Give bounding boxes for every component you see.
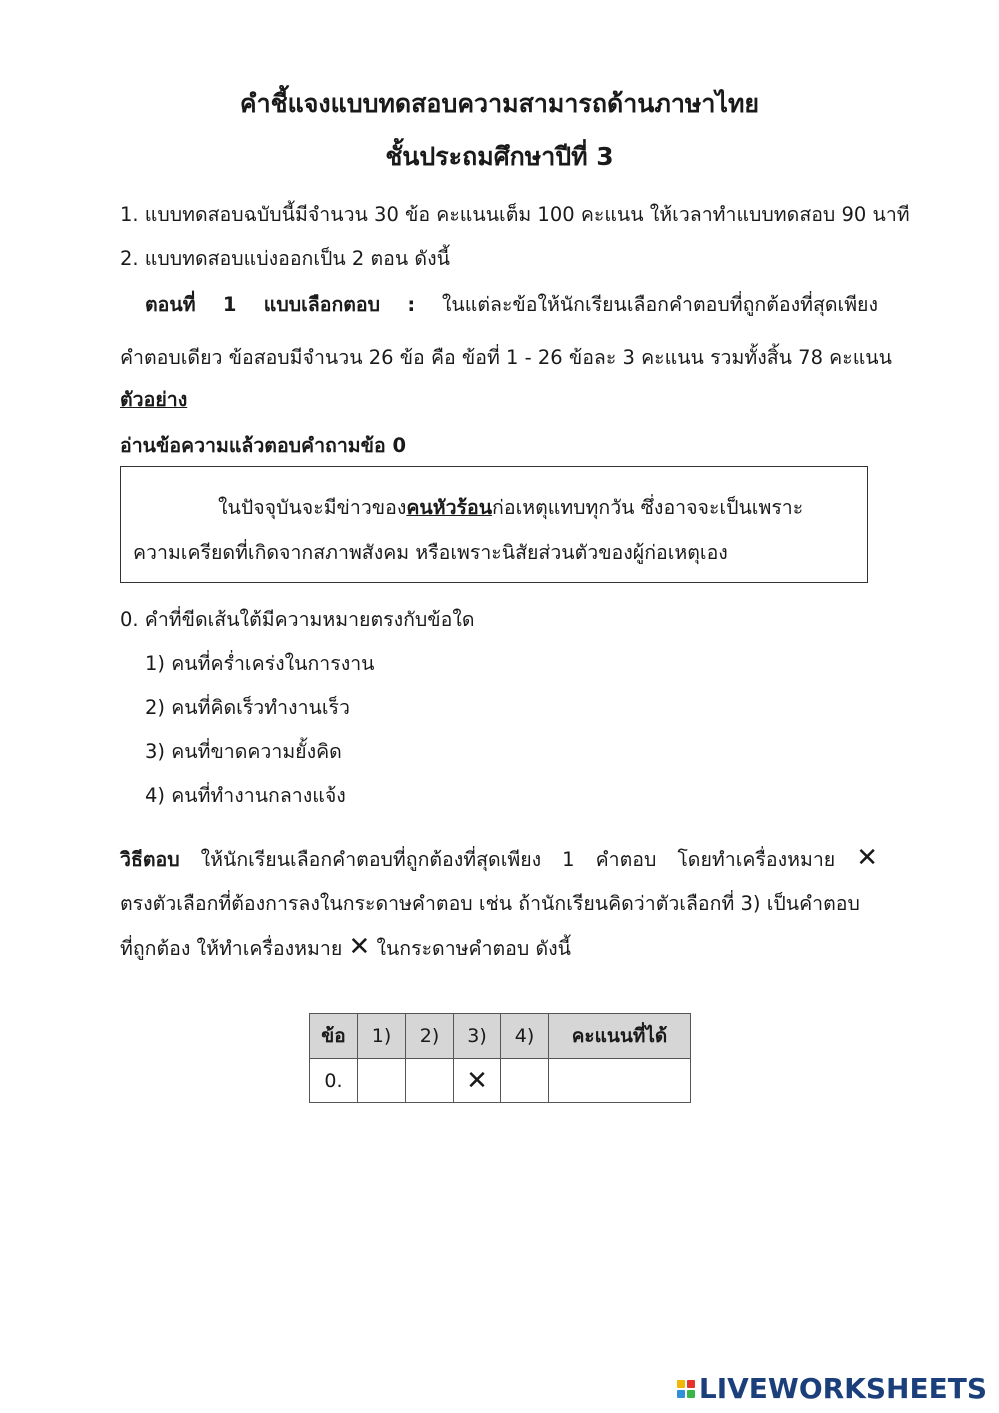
how-to-text-3a: ที่ถูกต้อง ให้ทำเครื่องหมาย [120,937,343,960]
choice-4: 4) คนที่ทำงานกลางแจ้ง [145,784,346,807]
passage-line-2: ความเครียดที่เกิดจากสภาพสังคม หรือเพราะนิสัยส่วนตัวของผู้ก่อเหตุเอง [133,541,728,564]
logo-icon [677,1380,695,1398]
how-to-text-1: ให้นักเรียนเลือกคำตอบที่ถูกต้องที่สุดเพียง 1 คำตอบ โดยทำเครื่องหมาย [200,848,836,871]
cell-item-number: 0. [310,1059,358,1103]
cell-choice-4[interactable] [501,1059,549,1103]
answer-table [309,1013,691,1103]
cell-choice-3[interactable]: ✕ [454,1059,501,1103]
passage-after: ก่อเหตุแทบทุกวัน ซึ่งอาจจะเป็นเพราะ [492,496,804,519]
how-to-text-3b: ในกระดาษคำตอบ ดังนี้ [376,937,571,960]
instruction-item-2: 2. แบบทดสอบแบ่งออกเป็น 2 ตอน ดังนี้ [120,247,450,270]
instruction-item-1: 1. แบบทดสอบฉบับนี้มีจำนวน 30 ข้อ คะแนนเต็ม 100 คะแนน ให้เวลาทำแบบทดสอบ 90 นาที [120,203,910,226]
header-score: คะแนนที่ได้ [549,1014,691,1059]
how-to-line-1 [120,843,878,875]
how-to-line-2: ตรงตัวเลือกที่ต้องการลงในกระดาษคำตอบ เช่น ถ้านักเรียนคิดว่าตัวเลือกที่ 3) เป็นคำตอบ [120,892,860,915]
how-to-label: วิธีตอบ [120,848,180,871]
brand-name: LIVEWORKSHEETS [698,1372,987,1405]
passage-line-1 [218,492,803,523]
logo-square [677,1390,685,1398]
passage-before: ในปัจจุบันจะมีข่าวของ [218,496,407,519]
example-question: 0. คำที่ขีดเส้นใต้มีความหมายตรงกับข้อใด [120,608,475,631]
cross-mark-icon: ✕ [856,843,879,873]
cell-choice-1[interactable] [358,1059,406,1103]
example-heading: ตัวอย่าง [120,388,188,411]
logo-square [677,1380,685,1388]
part1-text: ในแต่ละข้อให้นักเรียนเลือกคำตอบที่ถูกต้องที่สุดเพียง [441,293,878,316]
how-to-line-3 [120,932,571,964]
cell-score [549,1059,691,1103]
title-line-2: ชั้นประถมศึกษาปีที่ 3 [385,142,614,171]
choice-1: 1) คนที่คร่ำเคร่งในการงาน [145,652,375,675]
header-choice-3: 3) [454,1014,501,1059]
header-choice-1: 1) [358,1014,406,1059]
cross-mark-icon: ✕ [348,932,371,962]
title-line-1: คำชี้แจงแบบทดสอบความสามารถด้านภาษาไทย [239,89,760,118]
header-item: ข้อ [310,1014,358,1059]
cell-choice-2[interactable] [406,1059,454,1103]
logo-square [687,1390,695,1398]
header-choice-4: 4) [501,1014,549,1059]
table-row [310,1059,691,1103]
liveworksheets-logo [677,1372,987,1405]
choice-3: 3) คนที่ขาดความยั้งคิด [145,740,342,763]
choice-2: 2) คนที่คิดเร็วทำงานเร็ว [145,696,350,719]
logo-square [687,1380,695,1388]
part1-continuation: คำตอบเดียว ข้อสอบมีจำนวน 26 ข้อ คือ ข้อที่ 1 - 26 ข้อละ 3 คะแนน รวมทั้งสิ้น 78 คะแนน [120,346,892,369]
part1-line [145,289,878,320]
header-choice-2: 2) [406,1014,454,1059]
part1-label: ตอนที่ 1 แบบเลือกตอบ : [145,293,416,316]
passage-highlight: คนหัวร้อน [406,496,493,519]
answer-table-header [310,1014,691,1059]
example-prompt: อ่านข้อความแล้วตอบคำถามข้อ 0 [120,434,407,457]
